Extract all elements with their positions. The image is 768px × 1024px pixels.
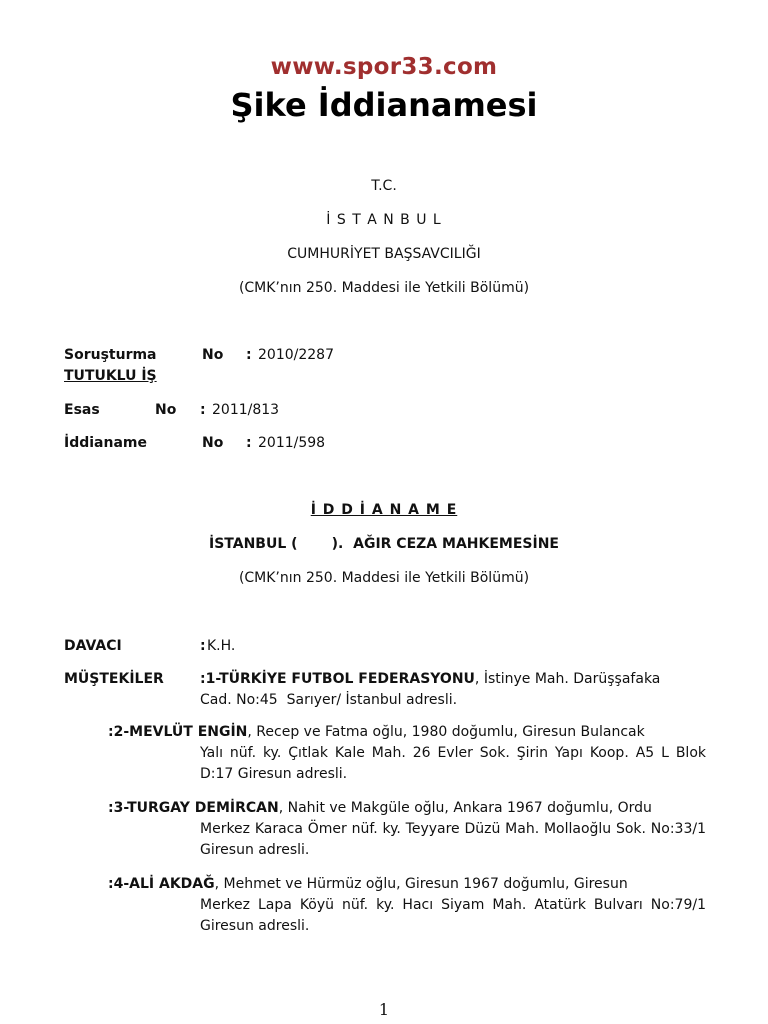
mustekiler-label: MÜŞTEKİLER [64,671,164,687]
esas-separator: : [200,402,206,418]
esas-no-label: No [155,402,177,418]
iddianame-separator: : [246,435,252,451]
musteki-3-text: , Nahit ve Makgüle oğlu, Ankara 1967 doğumlu, Ordu [278,800,652,816]
davaci-value: K.H. [207,638,236,654]
esas-label: Esas [64,402,100,418]
musteki-3-address: Merkez Karaca Ömer nüf. ky. Teyyare Düzü Mah. Mollaoğlu Sok. No:33/1 Giresun adresli. [200,821,706,858]
iddianame-label: İddianame [64,435,147,451]
site-url[interactable]: www.spor33.com [270,54,498,80]
document-title: Şike İddianamesi [230,86,538,124]
sorusturma-separator: : [246,347,252,363]
sorusturma-value: 2010/2287 [258,347,334,363]
musteki-3-first-line [108,798,706,819]
musteki-4-address: Merkez Lapa Köyü nüf. ky. Hacı Siyam Mah. Atatürk Bulvarı No:79/1 Giresun adresli. [200,897,706,934]
office-note: (CMK’nın 250. Maddesi ile Yetkili Bölümü) [238,280,530,296]
iddianame-no-label: No [202,435,224,451]
sorusturma-no-label: No [202,347,224,363]
musteki-2-name: MEVLÜT ENGİN [129,724,248,740]
iddianame-heading: İ D D İ A N A M E [310,502,458,518]
davaci-label: DAVACI [64,638,122,654]
musteki-1-text: , İstinye Mah. Darüşşafaka [474,671,661,687]
tutuklu-is-label: TUTUKLU İŞ [64,368,157,384]
esas-value: 2011/813 [212,402,280,418]
davaci-separator: : [200,638,206,654]
musteki-1-prefix: :1- [200,671,220,687]
iddianame-value: 2011/598 [258,435,326,451]
musteki-2-first-line [108,722,706,743]
office-tc: T.C. [371,178,397,194]
musteki-3-prefix: :3- [108,800,128,816]
musteki-1-address: Cad. No:45 Sarıyer/ İstanbul adresli. [200,692,458,708]
sorusturma-label: Soruşturma [64,347,157,363]
musteki-4-name: ALİ AKDAĞ [129,876,215,892]
page-number: 1 [378,1000,390,1019]
office-city: İ S T A N B U L [326,212,442,228]
musteki-4-text: , Mehmet ve Hürmüz oğlu, Giresun 1967 doğumlu, Giresun [214,876,628,892]
musteki-2-address: Yalı nüf. ky. Çıtlak Kale Mah. 26 Evler Sok. Şirin Yapı Koop. A5 L Blok D:17 Giresun adresli. [200,745,706,782]
musteki-4-prefix: :4- [108,876,130,892]
court-name: İSTANBUL ( ). AĞIR CEZA MAHKEMESİNE [209,536,559,552]
musteki-2-prefix: :2- [108,724,130,740]
musteki-3-name: TURGAY DEMİRCAN [127,800,279,816]
court-note: (CMK’nın 250. Maddesi ile Yetkili Bölümü) [238,570,530,586]
musteki-2-text: , Recep ve Fatma oğlu, 1980 doğumlu, Giresun Bulancak [247,724,645,740]
office-name: CUMHURİYET BAŞSAVCILIĞI [287,246,481,262]
musteki-1-name: TÜRKİYE FUTBOL FEDERASYONU [219,671,475,687]
musteki-1-first-line [200,669,706,690]
musteki-4-first-line [108,874,706,895]
